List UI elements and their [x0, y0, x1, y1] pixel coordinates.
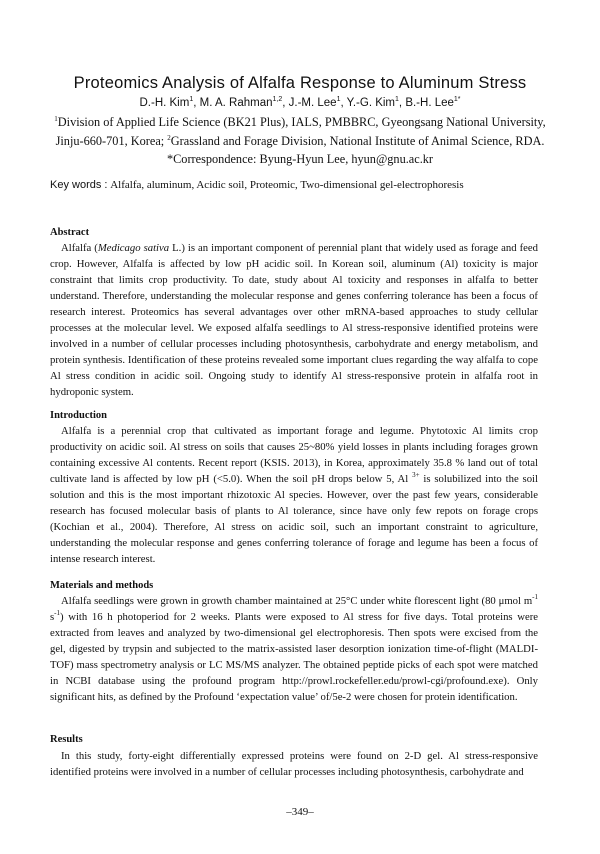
affiliation-text: Division of Applied Life Science (BK21 Plus), IALS, PMBBRC, Gyeongsang National University,: [57, 115, 546, 129]
correspondence: *Correspondence: Byung-Hyun Lee, hyun@gnu.ac.kr: [166, 152, 434, 166]
results-paragraph: In this study, forty-eight differentially expressed proteins were found on 2-D gel. Al stress-responsive identified proteins were involved in a number of cellular processes including photosynthesis, carbohydrate and: [50, 750, 538, 778]
unit-sup: -1: [532, 593, 538, 601]
keywords-label: Key words :: [50, 179, 108, 191]
author-name: Y.-G. Kim: [346, 97, 396, 109]
author-name: D.-H. Kim: [139, 97, 190, 109]
species-name: Medicago sativa: [97, 242, 170, 254]
introduction-paragraph: [50, 423, 538, 567]
author-sup: 1*: [453, 96, 461, 103]
abstract-text: L.) is an important component of perennial plant that widely used as forage and feed crop. However, Alfalfa is affected by low pH acidic soil. In Korean soil, aluminum (Al) toxicity is major constraint that limits crop productivity. To date, study about Al toxicity and responses in alfalfa to better understand. Therefore, understanding the molecular response and genes conferring tolerance has been a focus of research interest. Proteomics has several advantages over other mRNA-based approaches to study cellular processes at the molecular level. We exposed alfalfa seedlings to Al stress-responsive identified proteins were involved in a number of cellular processes including photosynthesis, carbohydrate and energy metabolism, and protein synthesis. Identification of these proteins revealed some important clues regarding the way alfalfa to cope Al stress condition in acidic soil. Ongoing study to identify Al stress-responsive protein in alfalfa root in hydroponic system.: [50, 242, 539, 398]
author-sup: 1: [189, 96, 194, 103]
abstract-paragraph: [50, 240, 538, 400]
affiliation-text: Grassland and Forage Division, National Institute of Animal Science, RDA.: [170, 134, 545, 148]
introduction-heading: Introduction: [50, 410, 107, 421]
methods-text: Alfalfa seedlings were grown in growth chamber maintained at 25°C under white florescent light (80 μmol m: [61, 595, 533, 607]
methods-text: ) with 16 h photoperiod for 2 weeks. Plants were exposed to Al stress for five days. Total proteins were extracted from leaves and analyzed by two-dimensional gel electrophoresis. Then spots were excised from the gel, digested by trypsin and subjected to the matrix-assisted laser desorption ionization time-of-flight (MALDI-TOF) mass spectrometry analysis or LC MS/MS analyzer. The obtained peptide picks of each spot were matched in NCBI database using the profound program http://prowl.rockefeller.edu/prowl-cgi/profound.exe). Only significant hits, as defined by the Profound ‘expectation value’ of/5e-2 were chosen for protein identification.: [50, 611, 538, 703]
results-heading: Results: [50, 734, 83, 745]
author-sup: 1: [395, 96, 399, 103]
affiliation-text: Jinju-660-701, Korea;: [55, 134, 168, 148]
methods-paragraph: [50, 593, 538, 705]
methods-heading: Materials and methods: [50, 580, 154, 591]
ion-charge-sup: 3+: [412, 471, 420, 479]
keywords-line: [50, 179, 464, 191]
author-name: B.-H. Lee: [405, 97, 454, 109]
author-sup: 1,2: [272, 96, 283, 103]
keywords-text: Alfalfa, aluminum, Acidic soil, Proteomic, Two-dimensional gel-electrophoresis: [110, 179, 464, 191]
introduction-text: Alfalfa is a perennial crop that cultivated as important forage and legume. Phytotoxic Al limits crop productivity on acidic soil. Al stress on soils that causes 25~80% yield losses in plants including forages grown containing excessive Al contents. Recent report (KSIS. 2013), in Korea, approximately 35.8 % land out of total cultivate land is affected by low pH (<5.0). When the soil pH drops below 5, Al: [50, 425, 538, 485]
affiliation-sup: 1: [54, 115, 58, 123]
affiliation-line-2: [40, 134, 560, 149]
methods-text: s: [50, 611, 55, 623]
author-name: J.-M. Lee: [288, 97, 337, 109]
paper-title: Proteomics Analysis of Alfalfa Response to Aluminum Stress: [73, 74, 527, 92]
abstract-heading: Abstract: [50, 227, 90, 238]
abstract-text: Alfalfa (: [61, 242, 98, 254]
unit-sup: -1: [54, 609, 61, 617]
author-list: D.-H. Kim$^1$, M. A. Rahman$^{1,2}$, J.-M. Lee$^1$, Y.-G. Kim$^1$, B.-H. Lee$^{1*}$: [139, 96, 461, 109]
author-sup: 1: [336, 96, 341, 103]
author-name: M. A. Rahman: [199, 97, 273, 109]
introduction-text: is solubilized into the soil solution and this is the most important rhizotoxic Al species. However, over the past few years, considerable research has focused molecular basis of plants to Al tolerance, since have only few repots on forage crops (Kochian et al., 2004). Therefore, Al stress on acidic soil, such an important constraint to agriculture, understanding the molecular response and genes conferring tolerance of forage and legume has been a focus of intense research interest.: [50, 473, 538, 565]
affiliation-sup: 2: [167, 134, 171, 142]
page-number: –349–: [286, 806, 314, 818]
affiliation-line-1: [40, 115, 560, 130]
